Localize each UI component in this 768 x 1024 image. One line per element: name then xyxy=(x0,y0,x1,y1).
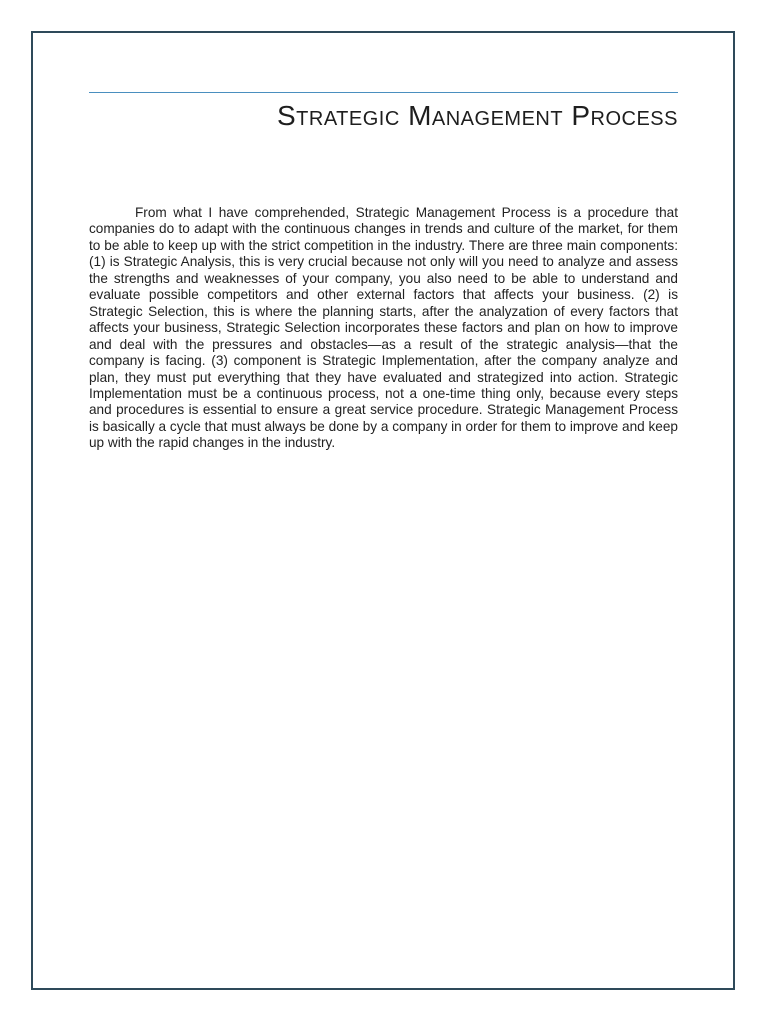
title-rule xyxy=(89,92,678,93)
page-title: Strategic Management Process xyxy=(276,100,678,131)
body-paragraph: From what I have comprehended, Strategic Management Process is a procedure that companies do to adapt with the continuous changes in trends and culture of the market, for them to be able to keep up with the strict competition in the industry. There are three main components: (1) is Strategic Analysis, this is very crucial because not only will you need to analyze and assess the strengths and weaknesses of your company, you also need to be able to understand and evaluate possible competitors and other external factors that affects your business. (2) is Strategic Selection, this is where the planning starts, after the analyzation of every factors that affects your business, Strategic Selection incorporates these factors and plan on how to improve and deal with the pressures and obstacles—as a result of the strategic analysis—that the company is facing. (3) component is Strategic Implementation, after the company analyze and plan, they must put everything that they have evaluated and strategized into action. Strategic Implementation must be a continuous process, not a one-time thing only, because every steps and procedures is essential to ensure a great service procedure. Strategic Management Process is basically a cycle that must always be done by a company in order for them to improve and keep up with the rapid changes in the industry. xyxy=(89,205,678,451)
page-frame xyxy=(31,31,735,990)
